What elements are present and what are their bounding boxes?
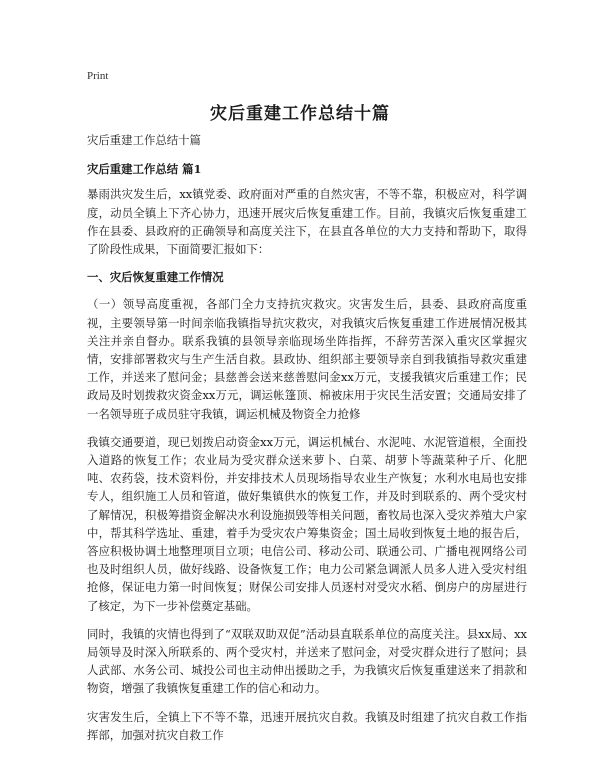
document-subtitle: 灾后重建工作总结十篇 [87, 133, 201, 147]
paragraph-2: 我镇交通要道，现已划拨启动资金xx万元，调运机械台、水泥吨、水泥管道根，全面投入道路的恢复工作；农业局为受灾群众送来萝卜、白菜、胡萝卜等蔬菜种子斤、化肥吨、农药袋，技术资料份，并安排技术人员现场指导农业生产恢复；水利水电局也安排专人，组织施工人员和管道，做好集镇供水的恢复工作，并及时到联系的、两个受灾村了解情况，积极筹措资金解决水利设施损毁等相关问题，畜牧局也深入受灾养殖大户家中，帮其科学选址、重建，着手为受灾农户筹集资金；国土局收到恢复土地的报告后，答应积极协调土地整理项目立项；电信公司、移动公司、联通公司、广播电视网络公司也及时组织人员，做好线路、设备恢复工作；电力公司紧急调派人员多人进入受灾村组抢修，保证电力第一时间恢复；财保公司安排人员逐村对受灾水稻、倒房户的房屋进行了核定，为下一步补偿奠定基础。 [87, 434, 527, 613]
intro-paragraph: 暴雨洪灾发生后，xx镇党委、政府面对严重的自然灾害，不等不靠，积极应对，科学调度，动员全镇上下齐心协力，迅速开展灾后恢复重建工作。目前，我镇灾后恢复重建工作在县委、县政府的正确领导和高度关注下，在县直各单位的大力支持和帮助下，取得了阶段性成果，下面简要汇报如下： [87, 187, 527, 257]
section-heading: 一、灾后恢复重建工作情况 [87, 270, 224, 285]
paragraph-3: 同时，我镇的灾情也得到了“双联双助双促”活动县直联系单位的高度关注。县xx局、xx局领导及时深入所联系的、两个受灾村，并送来了慰问金，对受灾群众进行了慰问；县人武部、水务公司、城投公司也主动伸出援助之手，为我镇灾后恢复重建送来了捐款和物资，增强了我镇恢复重建工作的信心和动力。 [87, 626, 527, 696]
document-body [87, 131, 527, 754]
section-title: 灾后重建工作总结 篇1 [87, 162, 202, 177]
paragraph-1: （一）领导高度重视，各部门全力支持抗灾救灾。灾害发生后，县委、县政府高度重视，主要领导第一时间亲临我镇指导抗灾救灾，对我镇灾后恢复重建工作进展情况极其关注并亲自督办。联系我镇的县领导亲临现场坐阵指挥，不辞劳苦深入重灾区掌握灾情，安排部署救灾与生产生活自救。县政协、组织部主要领导亲自到我镇指导救灾重建工作，并送来了慰问金；县慈善会送来慈善慰问金xx万元，支援我镇灾后重建工作；民政局及时划拨救灾资金xx万元，调运帐篷顶、棉被床用于灾民生活安置；交通局安排了一名领导班子成员驻守我镇，调运机械及物资全力抢修 [87, 297, 527, 421]
page-title: 灾后重建工作总结十篇 [210, 104, 390, 124]
print-label: Print [87, 70, 109, 82]
paragraph-4: 灾害发生后，全镇上下不等不靠，迅速开展抗灾自救。我镇及时组建了抗灾自救工作指挥部，加强对抗灾自救工作 [87, 709, 527, 742]
